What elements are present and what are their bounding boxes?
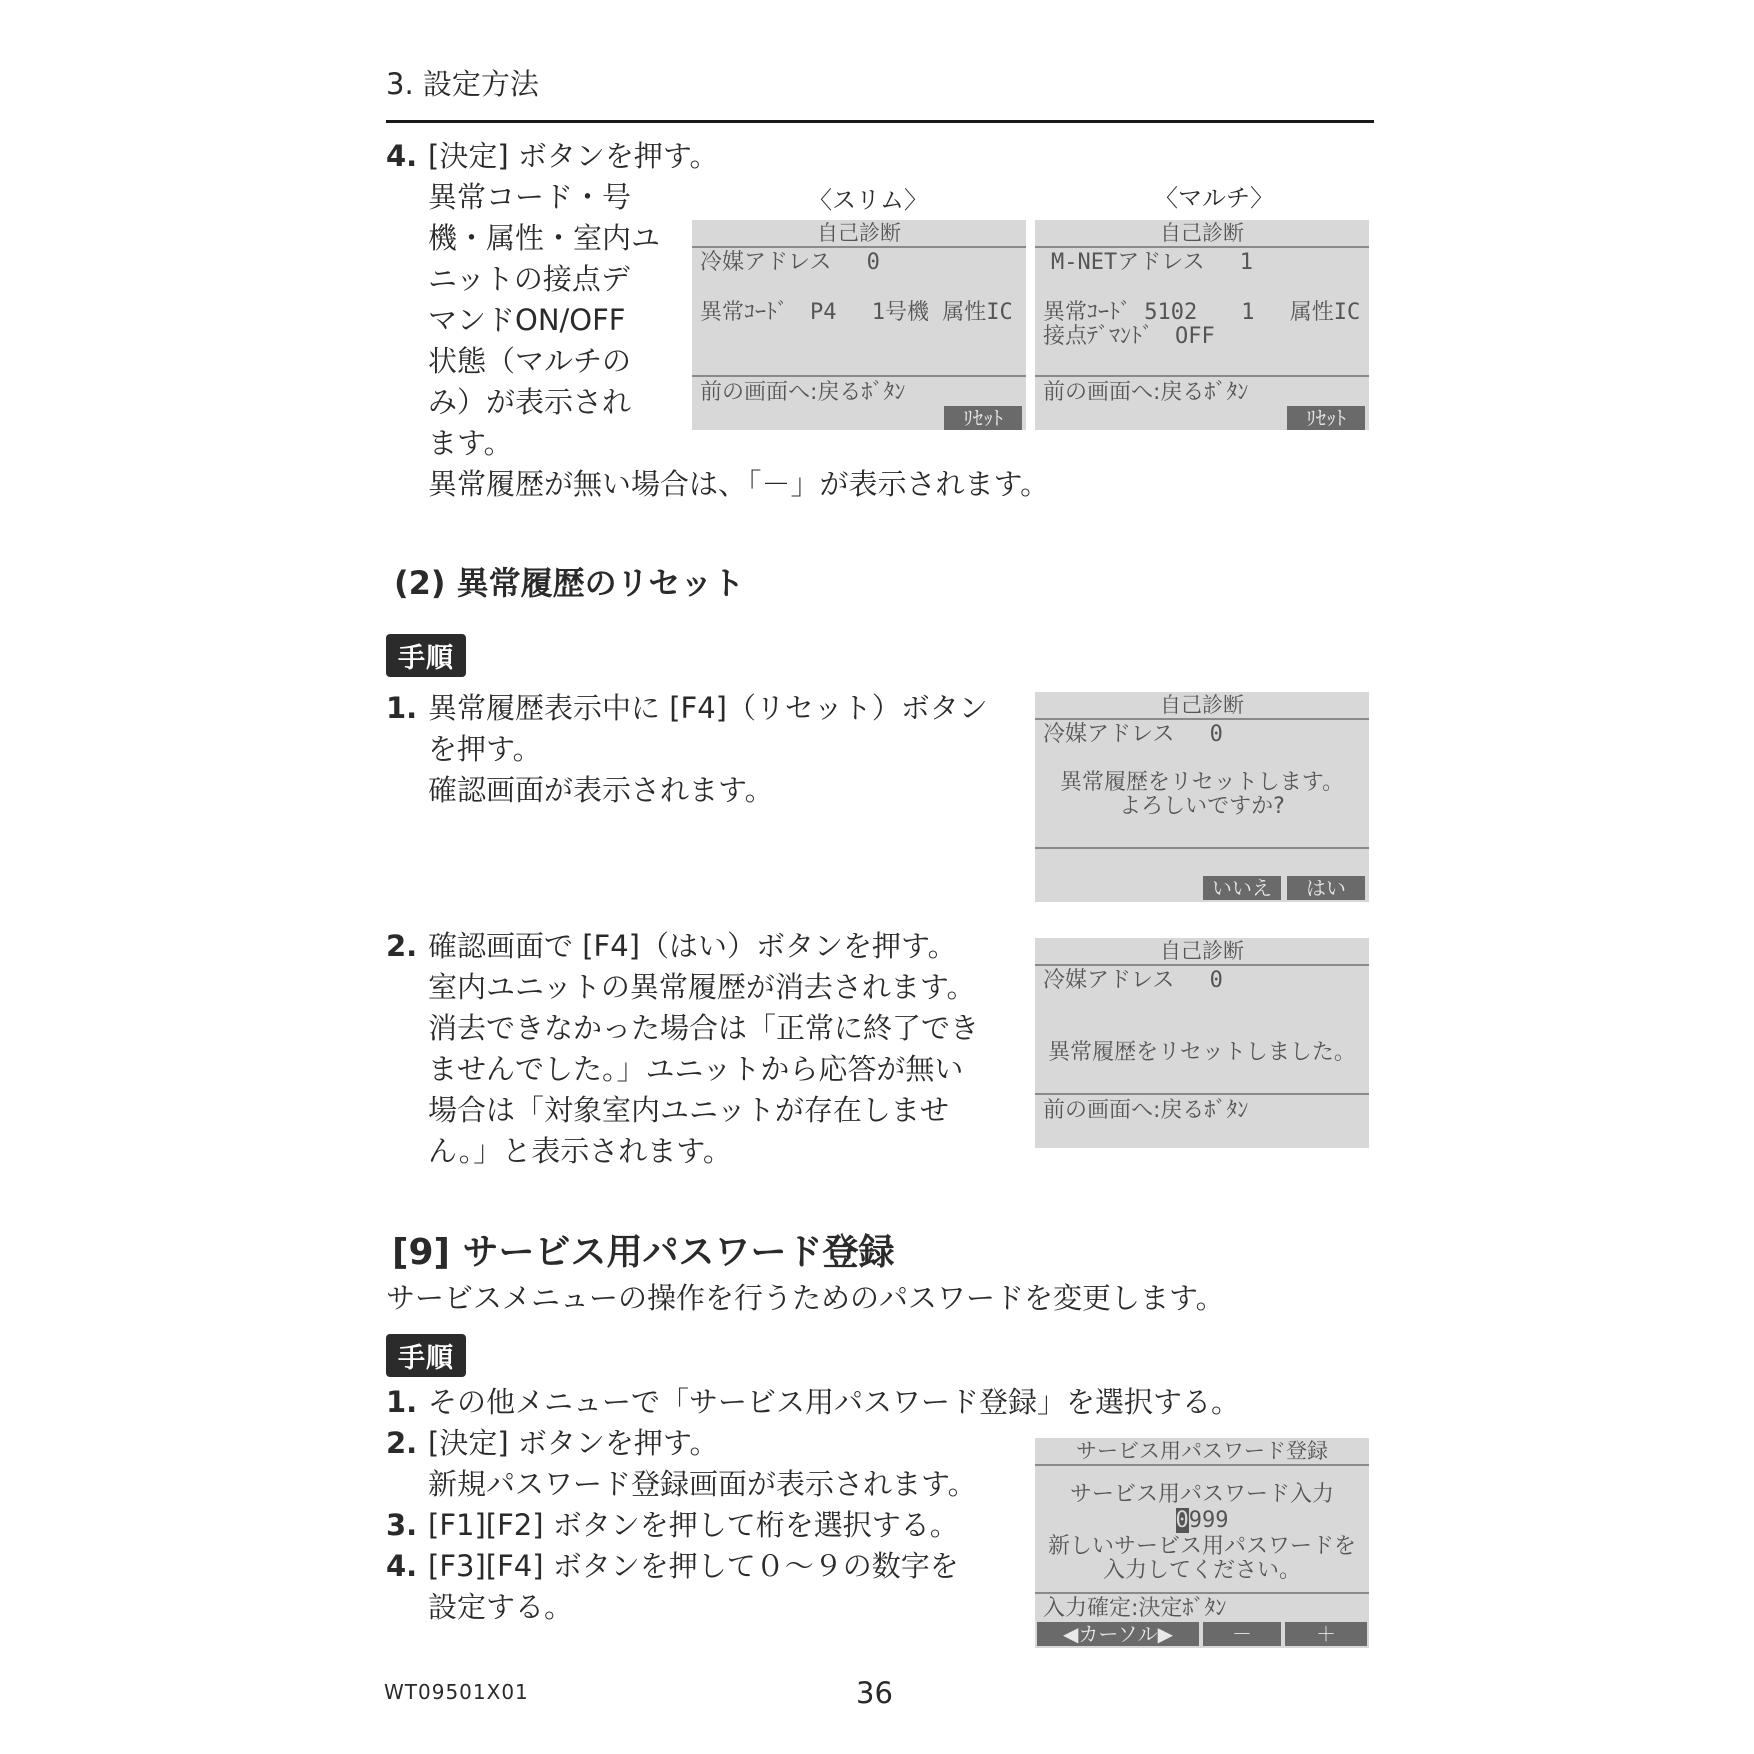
lcd-yes-button[interactable]: はい: [1287, 876, 1365, 900]
step-2-text: [決定] ボタンを押す。: [428, 1426, 719, 1460]
step-1-line: 異常履歴表示中に [F4]（リセット）ボタン: [428, 691, 988, 725]
step-3-text: [F1][F2] ボタンを押して桁を選択する。: [428, 1508, 959, 1542]
step-4-number: 4.: [386, 139, 418, 173]
no-history-note: 異常履歴が無い場合は、「－」が表示されます。: [428, 467, 1050, 501]
lcd-title: 自己診断: [1035, 692, 1369, 720]
step-1-line: を押す。: [428, 732, 542, 766]
desc-line: ます。: [428, 426, 513, 460]
step-2-line: 消去できなかった場合は「正常に終了でき: [428, 1011, 980, 1045]
lcd-screen-multi: [1035, 220, 1369, 430]
lcd-screen-reset-done: [1035, 938, 1369, 1148]
header-divider: [386, 120, 1374, 123]
lcd-no-button[interactable]: いいえ: [1203, 876, 1281, 900]
lcd-screen-password: [1035, 1438, 1369, 1648]
step-2-number: 2.: [386, 929, 418, 963]
lcd-title: サービス用パスワード登録: [1035, 1438, 1369, 1466]
lcd-title: 自己診断: [1035, 938, 1369, 966]
step-2-line: ん。」と表示されます。: [428, 1134, 732, 1168]
lcd-password-field[interactable]: [1035, 1508, 1369, 1534]
step-3-number: 3.: [386, 1508, 418, 1542]
label-multi: 〈マルチ〉: [1154, 184, 1274, 212]
lcd-error-code: 異常ｺｰﾄﾞ P4 1号機 属性IC: [700, 300, 1013, 325]
section-heading-reset: (2) 異常履歴のリセット: [394, 564, 745, 602]
procedure-badge: 手順: [386, 634, 466, 677]
lcd-confirm-question: よろしいですか?: [1119, 794, 1285, 819]
lcd-footer: 前の画面へ:戻るﾎﾞﾀﾝ: [1043, 1098, 1249, 1123]
lcd-footer: 前の画面へ:戻るﾎﾞﾀﾝ: [1043, 380, 1249, 405]
lcd-password-cursor-digit: 0: [1175, 1508, 1189, 1533]
desc-line: 状態（マルチの: [428, 344, 632, 378]
lcd-password-prompt: 入力してください。: [1102, 1558, 1301, 1583]
lcd-password-label: サービス用パスワード入力: [1069, 1482, 1334, 1507]
lcd-minus-button[interactable]: －: [1203, 1622, 1281, 1646]
desc-line: ニットの接点デ: [428, 262, 630, 296]
lcd-title: 自己診断: [1035, 220, 1369, 248]
step-4-text: [F3][F4] ボタンを押して０～９の数字を: [428, 1549, 959, 1583]
step-1-line: 確認画面が表示されます。: [428, 773, 774, 807]
step-4-number: 4.: [386, 1549, 418, 1583]
lcd-footer: 前の画面へ:戻るﾎﾞﾀﾝ: [700, 380, 906, 405]
step-4-sub: 設定する。: [428, 1590, 574, 1624]
desc-line: み）が表示され: [428, 385, 632, 419]
lcd-title: 自己診断: [692, 220, 1026, 248]
lcd-reset-button[interactable]: ﾘｾｯﾄ: [944, 406, 1022, 430]
lcd-footer: 入力確定:決定ﾎﾞﾀﾝ: [1043, 1596, 1227, 1621]
page-number: 36: [856, 1676, 893, 1710]
lcd-mnet-address: M-NETアドレス 1: [1051, 250, 1254, 275]
step-1-number: 1.: [386, 691, 418, 725]
desc-line: 異常コード・号: [428, 180, 632, 214]
lcd-refrigerant-address: 冷媒アドレス 0: [1043, 722, 1223, 747]
lcd-refrigerant-address: 冷媒アドレス 0: [1043, 968, 1223, 993]
header-title: 3. 設定方法: [386, 67, 539, 101]
lcd-reset-complete-message: 異常履歴をリセットしました。: [1048, 1040, 1356, 1065]
desc-line: 機・属性・室内ユ: [428, 221, 661, 255]
step-2-number: 2.: [386, 1426, 418, 1460]
label-slim: 〈スリム〉: [808, 186, 928, 214]
section-heading-password: [9] サービス用パスワード登録: [392, 1232, 895, 1273]
desc-line: マンドON/OFF: [428, 303, 626, 337]
step-2-line: 場合は「対象室内ユニットが存在しませ: [428, 1093, 949, 1127]
procedure-badge: 手順: [386, 1334, 466, 1377]
document-code: WT09501X01: [384, 1680, 529, 1704]
lcd-reset-button[interactable]: ﾘｾｯﾄ: [1287, 406, 1365, 430]
lcd-contact-demand: 接点ﾃﾞﾏﾝﾄﾞ OFF: [1043, 324, 1215, 349]
step-2-sub: 新規パスワード登録画面が表示されます。: [428, 1467, 977, 1501]
step-1-number: 1.: [386, 1385, 418, 1419]
lcd-password-prompt: 新しいサービス用パスワードを: [1047, 1534, 1356, 1559]
step-2-line: 室内ユニットの異常履歴が消去されます。: [428, 970, 976, 1004]
lcd-refrigerant-address: 冷媒アドレス 0: [700, 250, 880, 275]
lcd-plus-button[interactable]: ＋: [1285, 1622, 1367, 1646]
lcd-cursor-button[interactable]: ◀カーソル▶: [1037, 1622, 1199, 1646]
lcd-screen-slim: [692, 220, 1026, 430]
step-1-text: その他メニューで「サービス用パスワード登録」を選択する。: [428, 1385, 1241, 1419]
step-4-text: [決定] ボタンを押す。: [428, 139, 719, 173]
lcd-error-code: 異常ｺｰﾄﾞ 5102 1 属性IC: [1043, 300, 1361, 325]
lcd-screen-confirm: [1035, 692, 1369, 902]
step-2-line: 確認画面で [F4]（はい）ボタンを押す。: [428, 929, 957, 963]
lcd-password-digits: 999: [1188, 1508, 1229, 1533]
step-2-line: ませんでした。」ユニットから応答が無い: [428, 1052, 964, 1086]
lcd-confirm-message: 異常履歴をリセットします。: [1059, 770, 1345, 795]
section-intro: サービスメニューの操作を行うためのパスワードを変更します。: [386, 1281, 1225, 1315]
